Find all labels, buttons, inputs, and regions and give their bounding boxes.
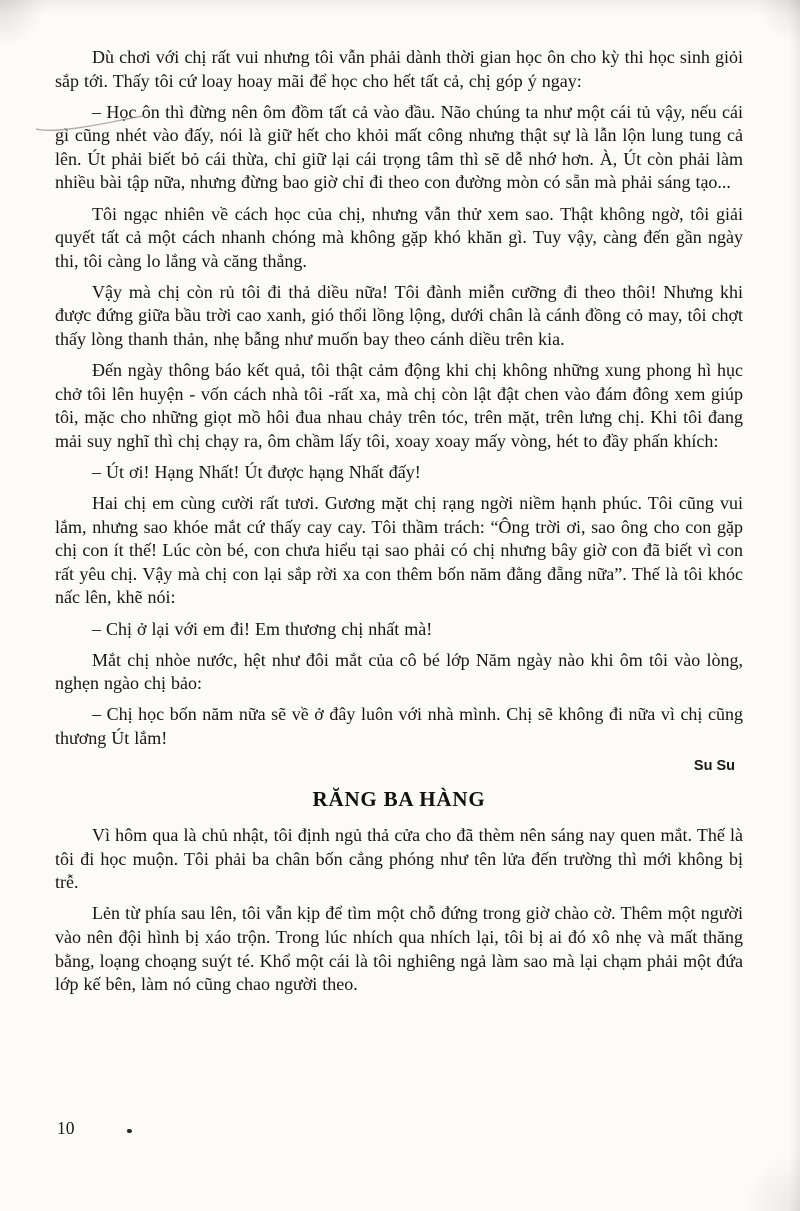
author-signature: Su Su: [693, 758, 735, 775]
story-title: RĂNG BA HÀNG: [312, 787, 486, 812]
paragraph-4: Vậy mà chị còn rủ tôi đi thả diều nữa! Tôi đành miễn cưỡng đi theo thôi! Nhưng khi được đứng giữa bầu trời cao xanh, gió thổi lồng lộng, dưới chân là cánh đồng cỏ may, tôi chợt thấy lòng thanh thản, nhẹ bẫng như muốn bay theo cánh diều trên kia.: [55, 281, 743, 350]
paragraph-1: Dù chơi với chị rất vui nhưng tôi vẫn phải dành thời gian học ôn cho kỳ thi học sinh giỏi sắp tới. Thấy tôi cứ loay hoay mãi để học cho hết tất cả, chị góp ý ngay:: [55, 47, 743, 91]
paragraph-3: Tôi ngạc nhiên về cách học của chị, nhưng vẫn thử xem sao. Thật không ngờ, tôi giải quyết tất cả một cách nhanh chóng mà không gặp khó khăn gì. Tuy vậy, càng đến gần ngày thi, tôi càng lo lắng và căng thẳng.: [55, 203, 743, 271]
dialogue-paragraph-8: – Chị ở lại với em đi! Em thương chị nhất mà!: [92, 618, 433, 639]
story-text: [55, 46, 743, 997]
paragraph-12: Lẻn từ phía sau lên, tôi vẫn kịp để tìm một chỗ đứng trong giờ chào cờ. Thêm một người vào nên đội hình bị xáo trộn. Trong lúc nhích qua nhích lại, tôi bị ai đó xô nhẹ và mất thăng bằng, loạng choạng suýt té. Khổ một cái là tôi nghiêng ngả làm sao mà lại chạm phải một đứa lớp kế bên, làm nó cũng chao người theo.: [55, 903, 743, 995]
dialogue-paragraph-10: – Chị học bốn năm nữa sẽ về ở đây luôn với nhà mình. Chị sẽ không đi nữa vì chị cũng thương Út lắm!: [55, 704, 743, 748]
page-number: 10: [57, 1118, 75, 1138]
paragraph-5: Đến ngày thông báo kết quả, tôi thật cảm động khi chị không những xung phong hì hục chở tôi lên huyện - vốn cách nhà tôi -rất xa, mà chị còn lật đật chen vào đám đông xem giúp tôi, mặc cho những giọt mồ hôi đua nhau chảy trên tóc, trên mặt, trên lưng chị. Khi tôi đang mải suy nghĩ thì chị chạy ra, ôm chầm lấy tôi, xoay xoay mấy vòng, hét to đầy phấn khích:: [55, 360, 743, 451]
paragraph-9: Mắt chị nhòe nước, hệt như đôi mắt của cô bé lớp Năm ngày nào khi ôm tôi vào lòng, nghẹn ngào chị bảo:: [55, 649, 743, 694]
ink-dot: [127, 1129, 132, 1133]
paragraph-7: Hai chị em cùng cười rất tươi. Gương mặt chị rạng ngời niềm hạnh phúc. Tôi cũng vui lắm, nhưng sao khóe mắt cứ thấy cay cay. Tôi thầm trách: “Ông trời ơi, sao ông cho con gặp chị con ít thế! Lúc còn bé, con chưa hiểu tại sao phải có chị nhưng bây giờ con đã biết vì con rất yêu chị. Vậy mà chị con lại sắp rời xa con thêm bốn năm đằng đẵng nữa”. Thế là tôi khóc nấc lên, khẽ nói:: [55, 493, 743, 608]
dialogue-paragraph-2: – Học ôn thì đừng nên ôm đồm tất cả vào đầu. Não chúng ta như một cái tủ vậy, nếu cái gì cũng nhét vào đấy, nói là giữ hết cho khỏi mất công nhưng thật sự là lẫn lộn lung tung cả lên. Út phải biết bỏ cái thừa, chỉ giữ lại cái trọng tâm thì sẽ dễ nhớ hơn. À, Út còn phải làm nhiều bài tập nữa, nhưng đừng bao giờ chỉ đi theo con đường mòn có sẵn mà phải sáng tạo...: [55, 101, 743, 193]
paragraph-11: Vì hôm qua là chủ nhật, tôi định ngủ thả cửa cho đã thèm nên sáng nay quen mắt. Thế là tôi đi học muộn. Tôi phải ba chân bốn cẳng phóng như tên lửa đến trường thì mới không bị trễ.: [55, 825, 743, 893]
dialogue-paragraph-6: – Út ơi! Hạng Nhất! Út được hạng Nhất đấy!: [92, 462, 421, 482]
